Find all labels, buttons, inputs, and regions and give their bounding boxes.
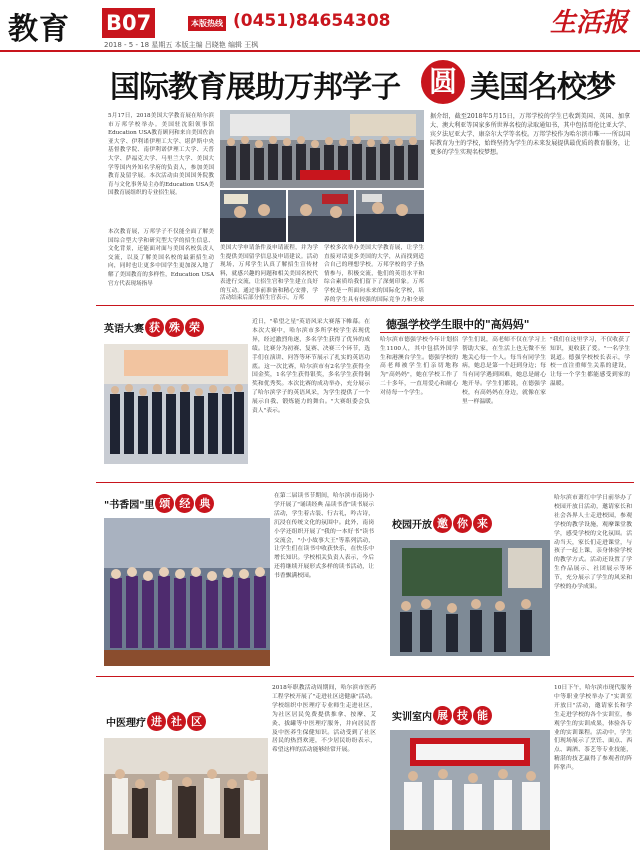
- english-contest-chip-3: 荣: [185, 318, 204, 337]
- middle-rule-1: [96, 482, 634, 483]
- english-contest-title: 英语大赛: [104, 324, 144, 335]
- lead-column-4: 据介绍，截至2018年5月15日，万邦学校的学生已收到美国、英国、加拿大、澳大利亚等国家多所世界名校的录取通知书，其中包括哥伦比亚大学、宾夕法尼亚大学、康奈尔大学等名校。万邦学校作为哈尔滨市唯一一所以国际教育为主的学校，始终坚持为学生的未来发展提供最优质的教育服务，让更多的学生实现名校梦想。: [430, 113, 630, 156]
- masthead: [0, 0, 640, 52]
- english-contest-chip-2: 殊: [165, 318, 184, 337]
- page-number: B07: [102, 8, 155, 38]
- community-title: 中医理疗: [106, 718, 146, 729]
- headline-left: 国际教育展助万邦学子: [110, 70, 400, 105]
- headline-circle-char: 圆: [421, 60, 465, 104]
- open-day-tag: [392, 514, 492, 533]
- practice-chip-1: 展: [433, 706, 452, 725]
- reading-chip-3: 典: [195, 494, 214, 513]
- fair-booth-photo-2: [288, 190, 354, 242]
- fair-booth-photo-3: [356, 190, 424, 242]
- practice-body: 10日下午，哈尔滨市现代服务中等职业学校举办了"实训室开放日"活动，邀请家长和学生走进学校的各个实训室，参观学生的实训成果，体验各专业的实训课程。活动中，学生们现场展示了烹饪、面点、西点、调酒、茶艺等专业技能，精湛的技艺赢得了参观者的阵阵掌声。: [554, 685, 632, 772]
- lead-column-1: 5月17日，2018美国大学教育展在哈尔滨市万邦学校举办。美国驻沈阳领事馆Education USA教育顾问和来自美国佐治亚大学、伊利诺伊理工大学、堪萨斯中央基督教学院、南伊利诺伊理工大学、天普大学、萨福克大学、马里兰大学、美国大学等国内外知名学府的负责人，参加美国教育及留学展。本次活动由美国国务院教育与文化事务局主办的Education USA美国教育展组织的专业招生展。: [108, 113, 214, 197]
- english-contest-chip-1: 获: [145, 318, 164, 337]
- reading-chip-2: 经: [175, 494, 194, 513]
- education-fair-photo: [220, 110, 424, 188]
- open-day-photo: [390, 540, 550, 656]
- reading-title: "书香园"里: [104, 500, 155, 511]
- practice-tag: [392, 706, 492, 725]
- practice-title: 实训室内: [392, 712, 432, 723]
- reading-body: 在第二届读书节期间，哈尔滨市南岗小学开展了"诵读经典 品读书香"读书展示活动，学生着古装、行古礼，吟古诗，沉浸在传统文化的氛围中。此外，南岗小学还组织开展了"我的一本好书"读书交流会，"小小故事大王"等系列活动，让学生们在读书中收获快乐，在快乐中增长知识。学校相关负责人表示，今后还将继续开展形式多样的读书活动，让书香飘满校园。: [274, 493, 374, 580]
- parenting-title-rule: [380, 332, 630, 333]
- parenting-body-2: 学生们说，高老师不仅在学习上帮助大家，在生活上也无微不至地关心每一个人。每当有同学生病，她总是第一个赶到身边；每当有同学遇到困难，她总是耐心地开导。学生们都说，在德强学校，有高妈妈在身边，就像在家里一样温暖。: [462, 337, 546, 405]
- lead-column-2: 美国大学申请条件及申请流程，并为学生提供美国留学信息及申请建议。活动现场，万邦学生认真了解招生宣传材料，就感兴趣的问题和相关美国名校代表进行交流，让招生官和学生建立良好的互动。通过事前准备和精心安排，学: [220, 245, 318, 294]
- english-contest-tag: [104, 318, 204, 337]
- practice-chip-3: 能: [473, 706, 492, 725]
- hotline-number: (0451)84654308: [233, 11, 391, 31]
- open-day-title: 校园开放: [392, 520, 432, 531]
- open-day-chip-1: 邀: [433, 514, 452, 533]
- english-contest-body: 近日，"希望之星"英语风采大赛落下帷幕。在本次大赛中，哈尔滨市多所学校学生表现优异，经过激烈角逐，多名学生获得了优异的成绩。比赛分为初赛、复赛、决赛三个环节，选手们在演讲、问答等环节展示了扎实的英语功底。这一次比赛，哈尔滨市有2名学生获得全国金奖，1名学生获得银奖，多名学生获得铜奖和优秀奖。本次比赛的成功举办，充分展示了哈尔滨学子的英语风采，为学生提供了一个展示自我、锻炼能力的舞台。"大赛组委会负责人"表示。: [252, 319, 370, 415]
- reading-chip-1: 颂: [155, 494, 174, 513]
- open-day-chip-2: 你: [453, 514, 472, 533]
- middle-rule-2: [96, 676, 634, 677]
- english-contest-photo: [104, 344, 248, 464]
- lead-column-3: 学校多次举办美国大学教育展，让学生直接对话更多美国的大学，从而找到适合自己的理想学校。万邦学校的学子热情参与，积极交流，他们的英语水平和综合素质给我们留下了深刻印象。万邦学校是一所面向未来的国际化学校，培养的学生具有较强的国际竞争力和全球: [324, 245, 424, 303]
- dateline: 2018 - 5 - 18 星期五 本版主编 吕晓艳 编辑 王枫: [104, 41, 259, 49]
- parenting-body-1: 哈尔滨市德强学校今年计划招生1100人，其中包括外国学生和港澳台学生。德强学校的高老师被学生们亲切地称为"高妈妈"，她在学校工作了二十多年，一直用爱心和耐心对待每一个学生。: [380, 337, 458, 396]
- community-chip-3: 区: [187, 712, 206, 731]
- section-title: 教育: [8, 12, 70, 47]
- practice-photo: [390, 730, 550, 850]
- lead-column-2b: 活动结束后部分招生官表示，万邦: [220, 295, 304, 301]
- headline: [110, 58, 630, 106]
- lead-bottom-rule: [96, 305, 634, 306]
- open-day-chip-3: 来: [473, 514, 492, 533]
- reading-photo: [104, 518, 270, 666]
- practice-chip-2: 技: [453, 706, 472, 725]
- lead-column-1b: 本次教育展，万邦学子不仅能全面了解美国综合型大学和研究型大学的招生信息、文化背景，还能面对面与美国名校负责人交流，以及了解美国名校的最新招生动向，同时也让更多中国学生更加深入地了解了美国教育的多样性，Education USA官方代表现场指导: [108, 229, 214, 287]
- fair-booth-photo-1: [220, 190, 286, 242]
- community-photo: [104, 738, 268, 850]
- community-body: 2018年职教活动周期间，哈尔滨市医药工程学校开展了"走进社区送健康"活动。学校组织中医理疗专业师生走进社区，为社区居民免费提供推拿、按摩、艾灸、拔罐等中医理疗服务，并向居民普及中医养生保健知识。活动受到了社区居民的热烈欢迎，不少居民纷纷表示，希望这样的活动能够经常开展。: [272, 685, 376, 754]
- community-chip-1: 进: [147, 712, 166, 731]
- headline-right: 美国名校梦: [470, 70, 615, 105]
- community-tag: [106, 712, 206, 731]
- open-day-body: 哈尔滨市萧红中学日前举办了校园开放日活动，邀请家长和社会各界人士走进校园，参观学校的教学设施，观摩课堂教学，感受学校的文化氛围。活动当天，家长们走进课堂，与孩子一起上课，亲身体验学校的教学方式。活动还设置了学生作品展示、社团展示等环节，充分展示了学生的风采和学校的办学成果。: [554, 495, 632, 591]
- parenting-body-3: "我们在这里学习，不仅收获了知识，更收获了爱。"一名学生说道。德强学校校长表示，学校一直注重师生关系的建设，让每一个学生都能感受到家的温暖。: [550, 337, 630, 387]
- parenting-title: 德强学校学生眼中的"高妈妈": [386, 318, 530, 331]
- paper-logo: 生活报: [550, 8, 629, 38]
- reading-tag: [104, 494, 214, 513]
- community-chip-2: 社: [167, 712, 186, 731]
- header-rule: [0, 50, 640, 52]
- hotline-label: 本版热线: [188, 16, 226, 31]
